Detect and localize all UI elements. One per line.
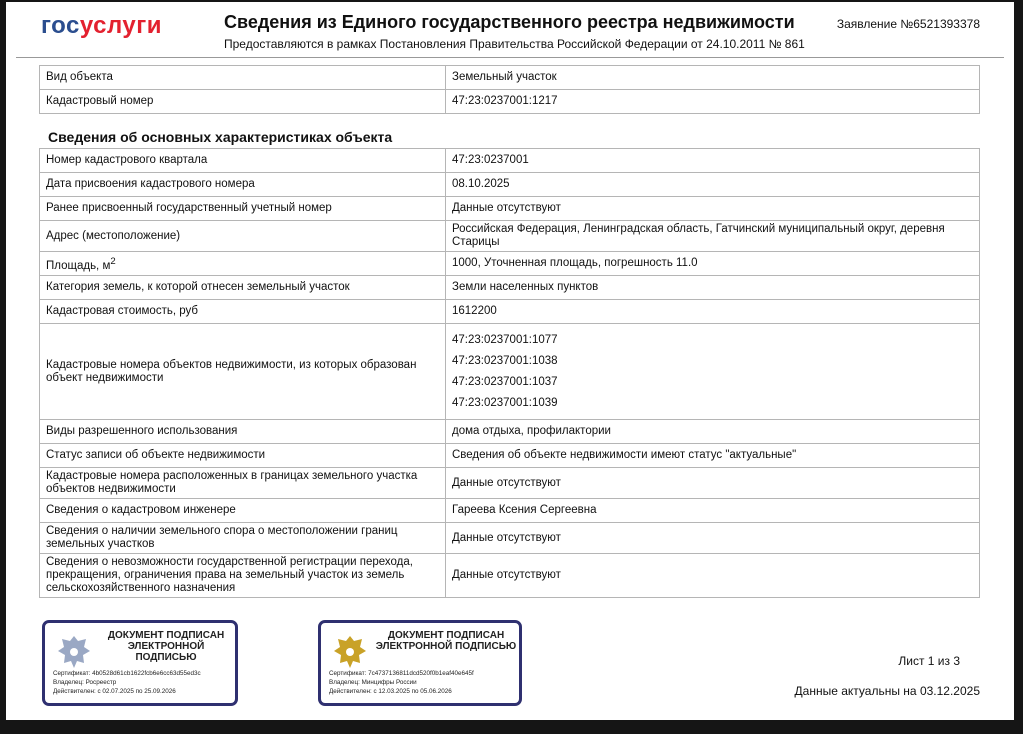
table-row: Дата присвоения кадастрового номера 08.10.2025 <box>40 173 980 197</box>
table-row: Сведения о наличии земельного спора о местоположении границ земельных участков Данные отсутствуют <box>40 523 980 554</box>
characteristics-table <box>39 148 980 598</box>
eagle-emblem-icon <box>57 633 91 671</box>
table-row: Кадастровая стоимость, руб 1612200 <box>40 300 980 324</box>
header-divider <box>16 57 1004 58</box>
table-row: Площадь, $м^2$ 1000, Уточненная площадь, погрешность 11.0 <box>40 252 980 276</box>
gosuslugi-logo: госуслуги <box>41 12 162 39</box>
table-row: Виды разрешенного использования дома отдыха, профилактории <box>40 420 980 444</box>
eagle-emblem-icon <box>333 633 367 671</box>
table-row: Сведения о невозможности государственной регистрации перехода, прекращения, ограничения права на земельный участок из земель сельскохозяйственного назначения Данные отсутствуют <box>40 554 980 598</box>
section-title: Сведения об основных характеристиках объекта <box>48 129 393 145</box>
application-number: Заявление №6521393378 <box>836 17 980 31</box>
table-row: Адрес (местоположение) Российская Федерация, Ленинградская область, Гатчинский муниципальный округ, деревня Старицы <box>40 221 980 252</box>
table-row: Категория земель, к которой отнесен земельный участок Земли населенных пунктов <box>40 276 980 300</box>
document-subtitle: Предоставляются в рамках Постановления Правительства Российской Федерации от 24.10.2011 № 861 <box>224 37 805 51</box>
actual-date: Данные актуальны на 03.12.2025 <box>794 684 980 698</box>
signature-stamp-mintsifry: ДОКУМЕНТ ПОДПИСАН ЭЛЕКТРОННОЙ ПОДПИСЬЮ Сертификат: 7c4737136811dcd520f0b1eaf40e645f Владелец: Минцифры России Действителен: с 12.03.2025 по 05.06.2026 <box>318 620 522 706</box>
sheet-number: Лист 1 из 3 <box>898 654 960 668</box>
table-row: Сведения о кадастровом инженере Гареева Ксения Сергеевна <box>40 499 980 523</box>
table-row: Кадастровый номер 47:23:0237001:1217 <box>40 90 980 114</box>
table-row: Вид объекта Земельный участок <box>40 66 980 90</box>
table-row: Номер кадастрового квартала 47:23:0237001 <box>40 149 980 173</box>
table-row: Ранее присвоенный государственный учетный номер Данные отсутствуют <box>40 197 980 221</box>
document-sheet <box>6 2 1014 720</box>
table-row: Кадастровые номера объектов недвижимости, из которых образован объект недвижимости 47:23:0237001:1077 47:23:0237001:1038 47:23:0237001:1037 47:23:0237001:1039 <box>40 324 980 420</box>
object-table <box>39 65 980 114</box>
document-title: Сведения из Единого государственного реестра недвижимости <box>224 12 795 32</box>
area-label: Площадь, $м^2$ <box>40 252 446 276</box>
table-row: Кадастровые номера расположенных в границах земельного участка объектов недвижимости Данные отсутствуют <box>40 468 980 499</box>
origin-numbers: 47:23:0237001:1077 47:23:0237001:1038 47:23:0237001:1037 47:23:0237001:1039 <box>446 324 980 420</box>
signature-stamp-rosreestr: ДОКУМЕНТ ПОДПИСАН ЭЛЕКТРОННОЙ ПОДПИСЬЮ Сертификат: 4b0528d61cb1622fcb6e6cc63d55ed3c Владелец: Росреестр Действителен: с 02.07.2025 по 25.09.2026 <box>42 620 238 706</box>
table-row: Статус записи об объекте недвижимости Сведения об объекте недвижимости имеют статус "актуальные" <box>40 444 980 468</box>
